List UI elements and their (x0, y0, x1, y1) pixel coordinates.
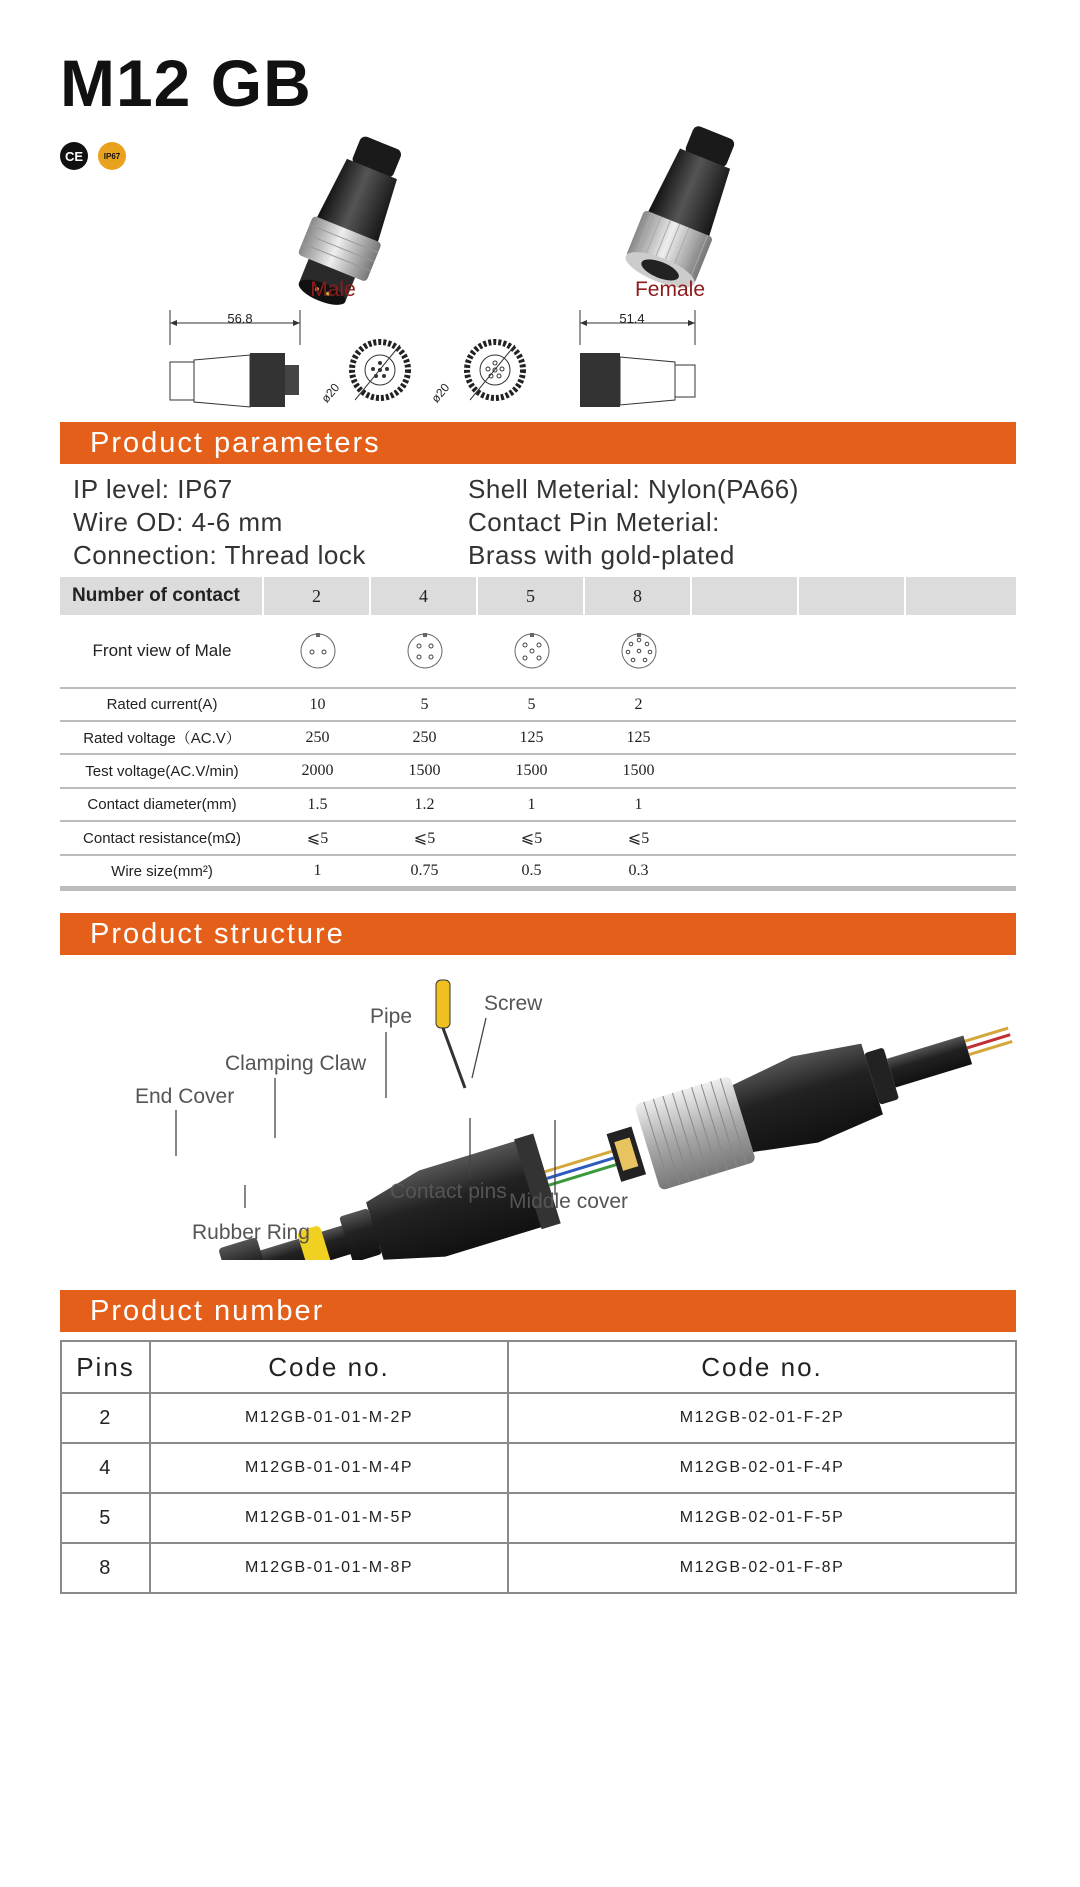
table-cell: 0.75 (410, 862, 439, 879)
male-length-dimension: 56.8 (227, 311, 253, 326)
spec-row-rated-voltage (60, 722, 1016, 755)
row-label: Rated current(A) (106, 696, 218, 713)
label-middle-cover: Middle cover (509, 1190, 629, 1213)
female-front-view (467, 342, 523, 400)
table-cell: 250 (305, 728, 330, 746)
table-cell: 1.2 (414, 795, 435, 813)
table-row (61, 1443, 1016, 1493)
header-empty-cell (692, 577, 799, 615)
female-diameter-dimension: ø20 (428, 380, 453, 406)
product-number-table (60, 1340, 1017, 1594)
label-screw: Screw (484, 992, 543, 1015)
table-cell: 0.3 (628, 862, 649, 879)
header-pins: Pins (61, 1341, 150, 1393)
pins-cell: 8 (61, 1543, 150, 1593)
section-header-parameters: Product parameters (60, 422, 1016, 464)
technical-drawing (155, 305, 975, 415)
pin-layout-5-icon (478, 615, 585, 687)
table-cell: 125 (626, 728, 651, 746)
table-cell: 0.5 (521, 862, 542, 879)
front-view-label: Front view of Male (92, 641, 232, 660)
param-ip-level: IP level: IP67 (73, 474, 233, 504)
female-code-cell: M12GB-02-01-F-4P (508, 1443, 1016, 1493)
female-code-cell: M12GB-02-01-F-8P (508, 1543, 1016, 1593)
table-cell: 1.5 (307, 795, 328, 813)
female-code-cell: M12GB-02-01-F-2P (508, 1393, 1016, 1443)
header-contact-2: 2 (264, 577, 371, 615)
table-row (61, 1393, 1016, 1443)
table-cell: 2 (634, 695, 643, 713)
male-code-cell: M12GB-01-01-M-4P (150, 1443, 508, 1493)
spec-row-test-voltage (60, 755, 1016, 789)
table-cell: ⩽5 (520, 830, 543, 847)
param-pin-plating: Brass with gold-plated (468, 540, 735, 570)
female-code-cell: M12GB-02-01-F-5P (508, 1493, 1016, 1543)
table-row (61, 1543, 1016, 1593)
label-clamping-claw: Clamping Claw (225, 1052, 367, 1075)
table-cell: 1500 (515, 762, 548, 779)
table-cell: 5 (420, 695, 429, 713)
param-wire-od: Wire OD: 4-6 mm (73, 507, 283, 537)
table-cell: 2000 (301, 762, 334, 779)
header-empty-cell (906, 577, 1013, 615)
table-cell: 1 (313, 862, 322, 879)
page-title: M12 GB (60, 46, 312, 120)
table-header-row (61, 1341, 1016, 1393)
female-length-dimension: 51.4 (619, 311, 645, 326)
pin-layout-4-icon (371, 615, 478, 687)
table-bottom-rule (60, 886, 1016, 891)
pins-cell: 5 (61, 1493, 150, 1543)
param-connection: Connection: Thread lock (73, 540, 366, 570)
pin-layout-8-icon (585, 615, 692, 687)
row-label: Wire size(mm²) (111, 862, 213, 880)
pin-layout-2-icon (264, 615, 371, 687)
header-code-male: Code no. (150, 1341, 508, 1393)
header-contact-8: 8 (585, 577, 692, 615)
spec-row-contact-resistance (60, 822, 1016, 856)
pins-cell: 2 (61, 1393, 150, 1443)
param-shell-material: Shell Meterial: Nylon(PA66) (468, 474, 799, 504)
female-caption: Female (634, 278, 706, 301)
ip67-badge-icon: IP67 (98, 142, 126, 170)
label-pipe: Pipe (370, 1005, 413, 1028)
male-code-cell: M12GB-01-01-M-5P (150, 1493, 508, 1543)
label-contact-pins: Contact pins (390, 1180, 507, 1203)
section-header-number: Product number (60, 1290, 1016, 1332)
male-caption: Male (310, 278, 356, 301)
row-label: Contact diameter(mm) (87, 796, 237, 813)
table-cell: 1 (527, 795, 536, 813)
header-contact-4: 4 (371, 577, 478, 615)
row-label: Contact resistance(mΩ) (83, 829, 241, 847)
spec-table-header (60, 577, 1016, 615)
table-cell: 5 (527, 695, 536, 713)
row-label: Test voltage(AC.V/min) (85, 762, 239, 780)
male-code-cell: M12GB-01-01-M-2P (150, 1393, 508, 1443)
table-cell: ⩽5 (413, 830, 436, 847)
row-label: Rated voltage（AC.V） (83, 730, 241, 747)
exploded-structure-diagram (80, 970, 1020, 1260)
table-cell: ⩽5 (306, 830, 329, 847)
header-code-female: Code no. (508, 1341, 1016, 1393)
table-row (61, 1493, 1016, 1543)
table-cell: 1500 (622, 762, 655, 779)
header-number-of-contact: Number of contact (60, 577, 264, 615)
male-front-view (352, 342, 408, 400)
param-contact-pin-material: Contact Pin Meterial: (468, 507, 720, 537)
label-rubber-ring: Rubber Ring (192, 1221, 310, 1244)
section-header-structure: Product structure (60, 913, 1016, 955)
spec-row-contact-diameter (60, 789, 1016, 822)
male-diameter-dimension: ø20 (318, 380, 343, 406)
pins-cell: 4 (61, 1443, 150, 1493)
spec-row-wire-size (60, 856, 1016, 886)
spec-row-front-view (60, 615, 1016, 689)
ce-mark-icon: CE (60, 142, 88, 170)
table-cell: 10 (309, 695, 326, 713)
spec-row-rated-current (60, 689, 1016, 722)
header-contact-5: 5 (478, 577, 585, 615)
header-empty-cell (799, 577, 906, 615)
table-cell: 1500 (408, 762, 441, 779)
table-cell: 125 (519, 728, 544, 746)
table-cell: 250 (412, 728, 437, 746)
screwdriver-icon (436, 980, 465, 1088)
label-end-cover: End Cover (135, 1085, 235, 1108)
table-cell: 1 (634, 795, 643, 813)
table-cell: ⩽5 (627, 830, 650, 847)
male-code-cell: M12GB-01-01-M-8P (150, 1543, 508, 1593)
